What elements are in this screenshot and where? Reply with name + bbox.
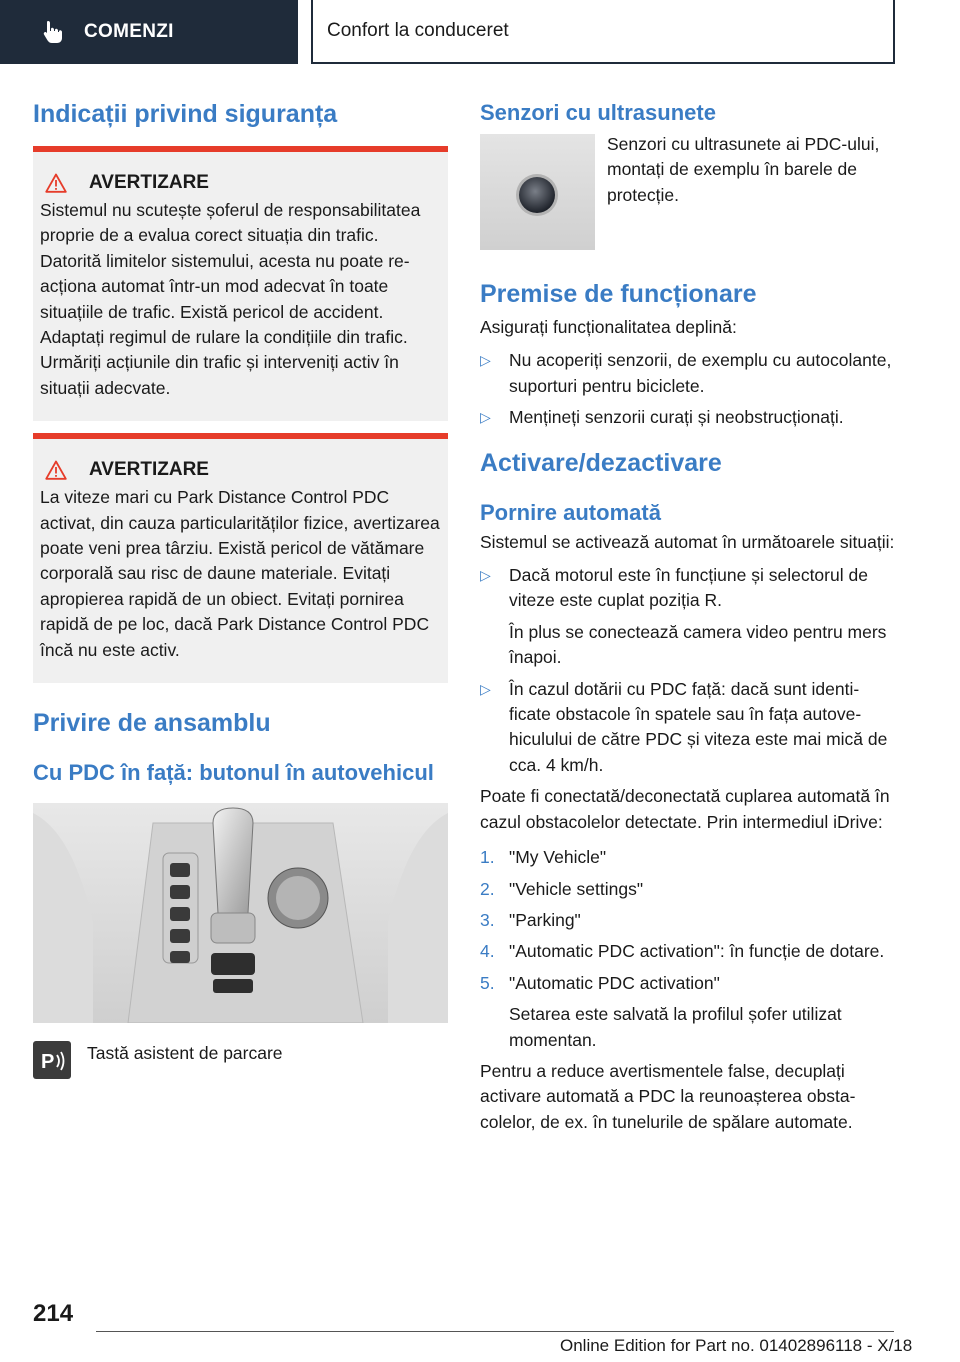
section-tab: [0, 0, 298, 64]
list-item-text: Nu acoperiți senzorii, de exemplu cu autocolante, suporturi pentru biciclete.: [509, 350, 892, 396]
step-number: 3.: [480, 909, 495, 930]
list-item-text: În cazul dotării cu PDC față: dacă sunt identificate obstacole în spatele sau în fața autovehiculului de către PDC și viteza este mai mică de cca. 4 km/h.: [509, 678, 888, 775]
page-number: 214: [33, 1300, 74, 1327]
idrive-steps: [480, 845, 895, 1053]
warning-label: AVERTIZARE: [89, 172, 209, 193]
prerequisites-list: [480, 348, 895, 430]
warning-box-2: [33, 433, 448, 683]
footer-divider: [96, 1331, 894, 1332]
parking-assistant-button-icon: [33, 1041, 71, 1079]
overview-title: Privire de ansamblu: [33, 709, 271, 738]
bullet-triangle-icon: ▷: [480, 567, 491, 584]
button-icon-glyph: P: [41, 1051, 55, 1074]
step-text: "Parking": [509, 909, 581, 930]
list-item: [480, 677, 895, 779]
warning-text: Sistemul nu scutește șoferul de responsabilitatea proprie de a evalua corect situația din trafic. Datorită limitelor sistemului, acesta nu poate reacționa automat într-un mod adecvat în toate situațiile de trafic. Există pericol de accident. Adaptați regimul de rulare la condițiile din trafic. Urmăriți acțiunile din trafic și interveniți activ în situații adecvate.: [40, 200, 421, 398]
edition-text: Online Edition for Part no. 01402896118 - X/18: [560, 1336, 913, 1355]
list-item: [480, 405, 895, 430]
bullet-triangle-icon: ▷: [480, 352, 491, 369]
center-console-image: [33, 803, 448, 1023]
list-item-text: Mențineți senzorii curați și neobstrucționați.: [509, 407, 844, 428]
ultrasonic-sensor-image: [480, 134, 595, 250]
prerequisites-title: Premise de funcționare: [480, 280, 757, 308]
chapter-tab: [311, 0, 895, 64]
sensors-title: Senzori cu ultrasunete: [480, 100, 716, 125]
step-item: [480, 845, 895, 870]
auto-start-title: Pornire automată: [480, 499, 661, 525]
prerequisites-intro: Asigurați funcționalitatea deplină:: [480, 317, 737, 337]
bullet-triangle-icon: ▷: [480, 409, 491, 426]
warning-triangle-icon: [45, 460, 67, 480]
button-legend: [33, 1041, 448, 1079]
warning-box-1: [33, 146, 448, 421]
list-item-text: Dacă motorul este în funcțiune și selectorul de viteze este cuplat poziția R.: [509, 565, 868, 611]
step-item: [480, 908, 895, 933]
step-number: 1.: [480, 847, 495, 868]
warning-label: AVERTIZARE: [89, 459, 209, 481]
step-text: "Automatic PDC activation": în funcție de dotare.: [509, 941, 885, 962]
step-number: 2.: [480, 878, 495, 899]
chapter-title: Confort la conduceret: [327, 20, 509, 41]
activation-title: Activare/dezactivare: [480, 448, 722, 477]
section-title: COMENZI: [84, 21, 174, 42]
sensor-block: [480, 134, 895, 250]
hand-pointer-icon: [40, 19, 66, 45]
step-item: [480, 877, 895, 902]
step-subtext: Setarea este salvată la profilul șofer utilizat momentan.: [509, 1004, 842, 1050]
auto-start-list: [480, 563, 895, 778]
auto-start-intro: Sistemul se activează automat în următoarele situații:: [480, 531, 895, 552]
step-text: "Vehicle settings": [509, 878, 644, 899]
warning-triangle-icon: [45, 173, 67, 193]
left-column: [33, 100, 448, 1079]
right-column: [480, 100, 895, 1135]
step-text: "Automatic PDC activation": [509, 972, 720, 993]
safety-title: Indicații privind siguranța: [33, 100, 338, 128]
pdc-front-title: Cu PDC în față: butonul în autovehicul: [33, 760, 434, 786]
step-item: [480, 971, 895, 1053]
button-caption: Tastă asistent de parcare: [87, 1043, 283, 1064]
list-item: [480, 563, 895, 671]
list-item-subtext: În plus se conectează camera video pentru mers înapoi.: [509, 621, 887, 668]
closing-text: Pentru a reduce avertismentele false, decuplați activare automată a PDC la reunoașterea obstacolelor, de ex. în tunelurile de spălare automate.: [480, 1060, 856, 1132]
idrive-intro: Poate fi conectată/deconectată cuplarea automată în cazul obstacolelor detectate. Prin intermediul iDrive:: [480, 786, 890, 832]
sensors-text: Senzori cu ultrasunete ai PDC-ului, montați de exemplu în barele de protecție.: [607, 134, 880, 205]
step-item: [480, 939, 895, 964]
warning-text: La viteze mari cu Park Distance Control PDC activat, din cauza particularităților fizice, avertizarea poate veni prea târziu. Există pericol de vătămare corporală sau risc de daune materiale. Evitați apropierea rapidă de un obiect. Evitați pornirea rapidă de pe loc, dacă Park Distance Control PDC încă nu este activ.: [40, 487, 440, 660]
step-number: 4.: [480, 941, 495, 962]
step-text: "My Vehicle": [509, 847, 607, 868]
bullet-triangle-icon: ▷: [480, 680, 491, 697]
list-item: [480, 348, 895, 399]
step-number: 5.: [480, 972, 495, 993]
